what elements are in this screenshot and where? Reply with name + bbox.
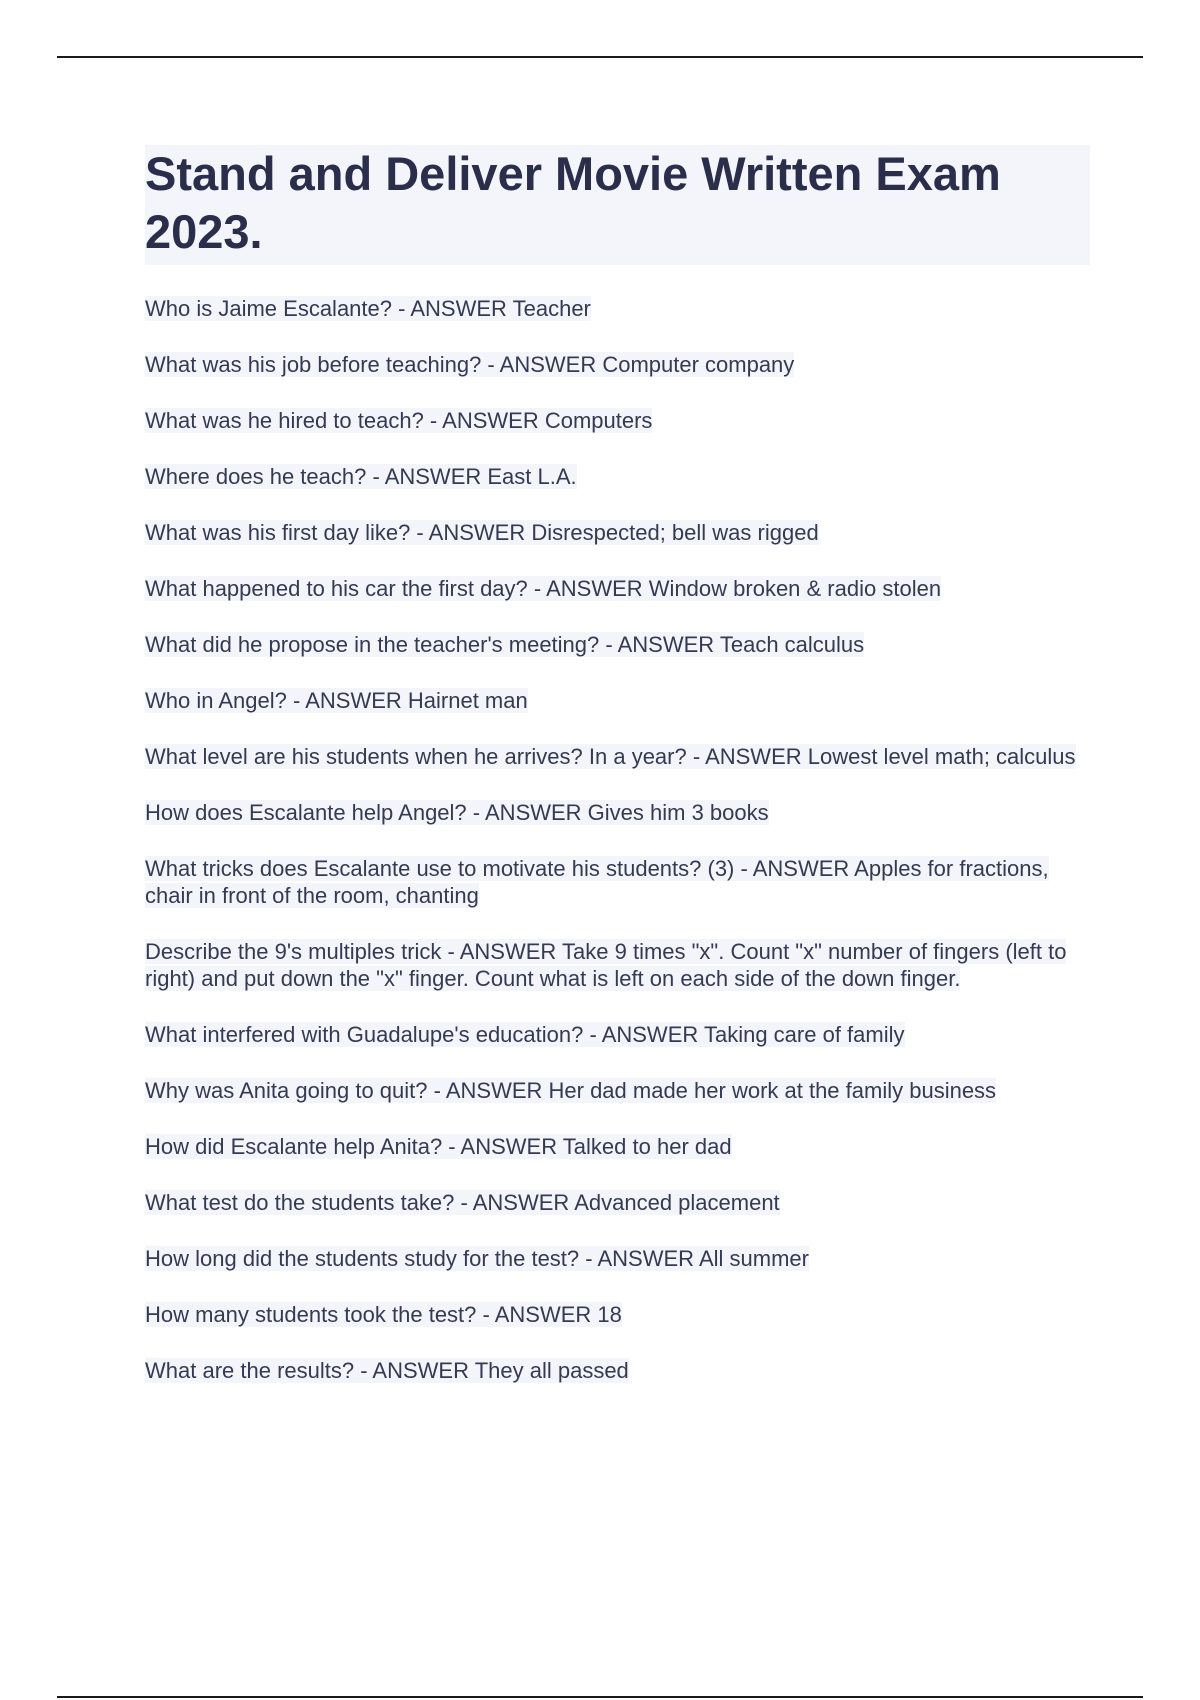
qa-item (145, 575, 1090, 602)
qa-item (145, 631, 1090, 658)
qa-item (145, 351, 1090, 378)
qa-item (145, 295, 1090, 322)
qa-list (145, 295, 1090, 1384)
qa-item-text: Where does he teach? - ANSWER East L.A. (145, 464, 577, 489)
qa-item-text: How many students took the test? - ANSWER 18 (145, 1302, 622, 1327)
qa-item (145, 938, 1090, 992)
qa-item (145, 799, 1090, 826)
qa-item (145, 1301, 1090, 1328)
bottom-divider (57, 1696, 1143, 1698)
qa-item-text: How did Escalante help Anita? - ANSWER Talked to her dad (145, 1134, 732, 1159)
qa-item-text: What are the results? - ANSWER They all passed (145, 1358, 629, 1383)
document-title: Stand and Deliver Movie Written Exam 2023. (145, 147, 1001, 258)
top-divider (57, 56, 1143, 58)
title-block (145, 145, 1090, 265)
qa-item-text: Who is Jaime Escalante? - ANSWER Teacher (145, 296, 591, 321)
qa-item (145, 1021, 1090, 1048)
qa-item-text: What interfered with Guadalupe's education? - ANSWER Taking care of family (145, 1022, 905, 1047)
qa-item (145, 463, 1090, 490)
qa-item-text: What level are his students when he arrives? In a year? - ANSWER Lowest level math; calculus (145, 744, 1076, 769)
document-body (145, 145, 1090, 1384)
qa-item (145, 1133, 1090, 1160)
qa-item-text: Who in Angel? - ANSWER Hairnet man (145, 688, 528, 713)
qa-item-text: What was his job before teaching? - ANSWER Computer company (145, 352, 795, 377)
qa-item (145, 855, 1090, 909)
qa-item (145, 407, 1090, 434)
qa-item (145, 743, 1090, 770)
qa-item-text: What tricks does Escalante use to motivate his students? (3) - ANSWER Apples for fractions, chair in front of the room, chanting (145, 856, 1049, 908)
qa-item-text: Why was Anita going to quit? - ANSWER Her dad made her work at the family business (145, 1078, 997, 1103)
qa-item (145, 1189, 1090, 1216)
qa-item-text: What was his first day like? - ANSWER Disrespected; bell was rigged (145, 520, 819, 545)
qa-item-text: What happened to his car the first day? - ANSWER Window broken & radio stolen (145, 576, 942, 601)
qa-item (145, 687, 1090, 714)
qa-item-text: What did he propose in the teacher's meeting? - ANSWER Teach calculus (145, 632, 865, 657)
qa-item-text: Describe the 9's multiples trick - ANSWER Take 9 times "x". Count "x" number of fingers (left to right) and put down the "x" finger. Count what is left on each side of the down finger. (145, 939, 1067, 991)
qa-item-text: How long did the students study for the test? - ANSWER All summer (145, 1246, 809, 1271)
qa-item-text: What test do the students take? - ANSWER Advanced placement (145, 1190, 780, 1215)
qa-item (145, 1077, 1090, 1104)
qa-item (145, 1357, 1090, 1384)
qa-item-text: How does Escalante help Angel? - ANSWER Gives him 3 books (145, 800, 769, 825)
qa-item (145, 1245, 1090, 1272)
qa-item-text: What was he hired to teach? - ANSWER Computers (145, 408, 653, 433)
qa-item (145, 519, 1090, 546)
